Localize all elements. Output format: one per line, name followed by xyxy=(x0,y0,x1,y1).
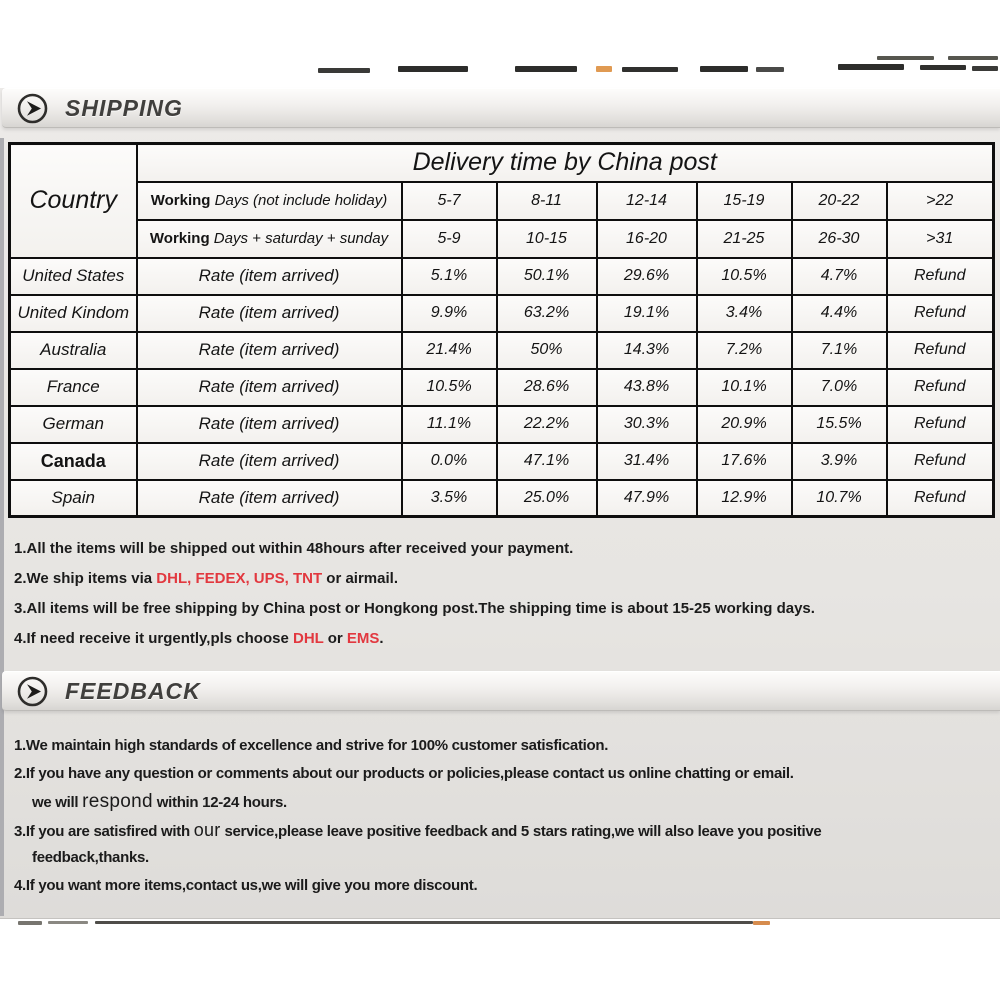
days-cell: 26-30 xyxy=(792,220,887,258)
country-name: Spain xyxy=(10,480,137,517)
days-cell: >22 xyxy=(887,182,994,220)
days-cell: 12-14 xyxy=(597,182,697,220)
feedback-note-3-continued: feedback,thanks. xyxy=(32,849,149,866)
country-name: Australia xyxy=(10,332,137,369)
shipping-note-1: 1.All the items will be shipped out within 48hours after received your payment. xyxy=(14,540,574,557)
country-name: German xyxy=(10,406,137,443)
feedback-note-1: 1.We maintain high standards of excellence and strive for 100% customer satisfication. xyxy=(14,737,609,754)
table-title: Delivery time by China post xyxy=(137,144,994,182)
feedback-note-2-continued: we will respond within 12-24 hours. xyxy=(32,791,287,812)
working-days-row xyxy=(10,182,994,220)
ems-red: EMS xyxy=(346,630,380,647)
feedback-section-header xyxy=(2,671,1000,711)
days-cell: >31 xyxy=(887,220,994,258)
working-days-weekend-row xyxy=(10,220,994,258)
rate-cell: 20.9% xyxy=(697,406,792,443)
refund-cell: Refund xyxy=(887,369,994,406)
rate-cell: 15.5% xyxy=(792,406,887,443)
country-row-australia xyxy=(10,332,994,369)
rate-cell: 22.2% xyxy=(497,406,597,443)
feedback-notes xyxy=(14,732,821,900)
country-row-united-states xyxy=(10,258,994,295)
working-days-label: Working Days (not include holiday) xyxy=(137,182,402,220)
shipping-section-title: SHIPPING xyxy=(65,94,183,121)
feedback-section-title: FEEDBACK xyxy=(65,677,201,704)
feedback-note-3: 3.If you are satisfired with our service,please leave positive feedback and 5 stars rating,we will also leave you positive xyxy=(14,820,822,840)
rate-cell: 4.4% xyxy=(792,295,887,332)
rate-cell: 63.2% xyxy=(497,295,597,332)
rate-cell: 9.9% xyxy=(402,295,497,332)
rate-cell: 47.9% xyxy=(597,480,697,517)
shipping-section-header xyxy=(2,88,1000,128)
rate-label: Rate (item arrived) xyxy=(137,406,402,443)
working-days-weekend-label: Working Days + saturday + sunday xyxy=(137,220,402,258)
delivery-time-table xyxy=(8,142,995,518)
country-row-canada xyxy=(10,443,994,480)
rate-cell: 12.9% xyxy=(697,480,792,517)
rate-cell: 7.1% xyxy=(792,332,887,369)
rate-cell: 14.3% xyxy=(597,332,697,369)
circled-right-arrow-icon xyxy=(16,92,49,125)
country-name: United States xyxy=(10,258,137,295)
rate-label: Rate (item arrived) xyxy=(137,258,402,295)
content-panel xyxy=(0,88,1000,919)
panel-left-edge xyxy=(0,138,4,916)
country-row-german xyxy=(10,406,994,443)
shipping-note-2: 2.We ship items via DHL, FEDEX, UPS, TNT or airmail. xyxy=(14,570,398,587)
rate-cell: 47.1% xyxy=(497,443,597,480)
refund-cell: Refund xyxy=(887,258,994,295)
rate-cell: 28.6% xyxy=(497,369,597,406)
rate-cell: 30.3% xyxy=(597,406,697,443)
days-cell: 8-11 xyxy=(497,182,597,220)
days-cell: 20-22 xyxy=(792,182,887,220)
rate-cell: 5.1% xyxy=(402,258,497,295)
rate-cell: 50.1% xyxy=(497,258,597,295)
country-name: France xyxy=(10,369,137,406)
rate-cell: 25.0% xyxy=(497,480,597,517)
refund-cell: Refund xyxy=(887,480,994,517)
days-cell: 16-20 xyxy=(597,220,697,258)
circled-right-arrow-icon xyxy=(16,675,49,708)
rate-cell: 31.4% xyxy=(597,443,697,480)
days-cell: 5-9 xyxy=(402,220,497,258)
rate-label: Rate (item arrived) xyxy=(137,480,402,517)
rate-cell: 50% xyxy=(497,332,597,369)
refund-cell: Refund xyxy=(887,295,994,332)
rate-cell: 21.4% xyxy=(402,332,497,369)
rate-label: Rate (item arrived) xyxy=(137,295,402,332)
rate-cell: 10.5% xyxy=(402,369,497,406)
shipping-note-3: 3.All items will be free shipping by China post or Hongkong post.The shipping time is about 15-25 working days. xyxy=(14,600,815,617)
rate-cell: 7.2% xyxy=(697,332,792,369)
rate-cell: 17.6% xyxy=(697,443,792,480)
feedback-note-4: 4.If you want more items,contact us,we will give you more discount. xyxy=(14,877,478,894)
dhl-red: DHL xyxy=(292,630,324,647)
rate-cell: 10.5% xyxy=(697,258,792,295)
table-title-row xyxy=(10,144,994,182)
rate-cell: 11.1% xyxy=(402,406,497,443)
days-cell: 10-15 xyxy=(497,220,597,258)
rate-cell: 10.7% xyxy=(792,480,887,517)
rate-cell: 0.0% xyxy=(402,443,497,480)
rate-cell: 10.1% xyxy=(697,369,792,406)
days-cell: 21-25 xyxy=(697,220,792,258)
rate-cell: 3.9% xyxy=(792,443,887,480)
days-cell: 5-7 xyxy=(402,182,497,220)
refund-cell: Refund xyxy=(887,332,994,369)
carrier-names-red: DHL, FEDEX, UPS, TNT xyxy=(156,570,323,587)
country-row-united-kindom xyxy=(10,295,994,332)
refund-cell: Refund xyxy=(887,406,994,443)
rate-label: Rate (item arrived) xyxy=(137,443,402,480)
country-row-spain xyxy=(10,480,994,517)
rate-cell: 43.8% xyxy=(597,369,697,406)
feedback-note-2: 2.If you have any question or comments about our products or policies,please contact us online chatting or email. xyxy=(14,765,794,782)
country-row-france xyxy=(10,369,994,406)
rate-cell: 29.6% xyxy=(597,258,697,295)
rate-cell: 7.0% xyxy=(792,369,887,406)
rate-label: Rate (item arrived) xyxy=(137,332,402,369)
rate-cell: 3.5% xyxy=(402,480,497,517)
country-column-header: Country xyxy=(10,144,137,258)
shipping-notes xyxy=(14,534,815,654)
shipping-note-4: 4.If need receive it urgently,pls choose DHL or EMS. xyxy=(14,630,384,647)
rate-cell: 3.4% xyxy=(697,295,792,332)
days-cell: 15-19 xyxy=(697,182,792,220)
rate-label: Rate (item arrived) xyxy=(137,369,402,406)
refund-cell: Refund xyxy=(887,443,994,480)
rate-cell: 19.1% xyxy=(597,295,697,332)
country-name: United Kindom xyxy=(10,295,137,332)
country-name: Canada xyxy=(10,443,137,480)
rate-cell: 4.7% xyxy=(792,258,887,295)
